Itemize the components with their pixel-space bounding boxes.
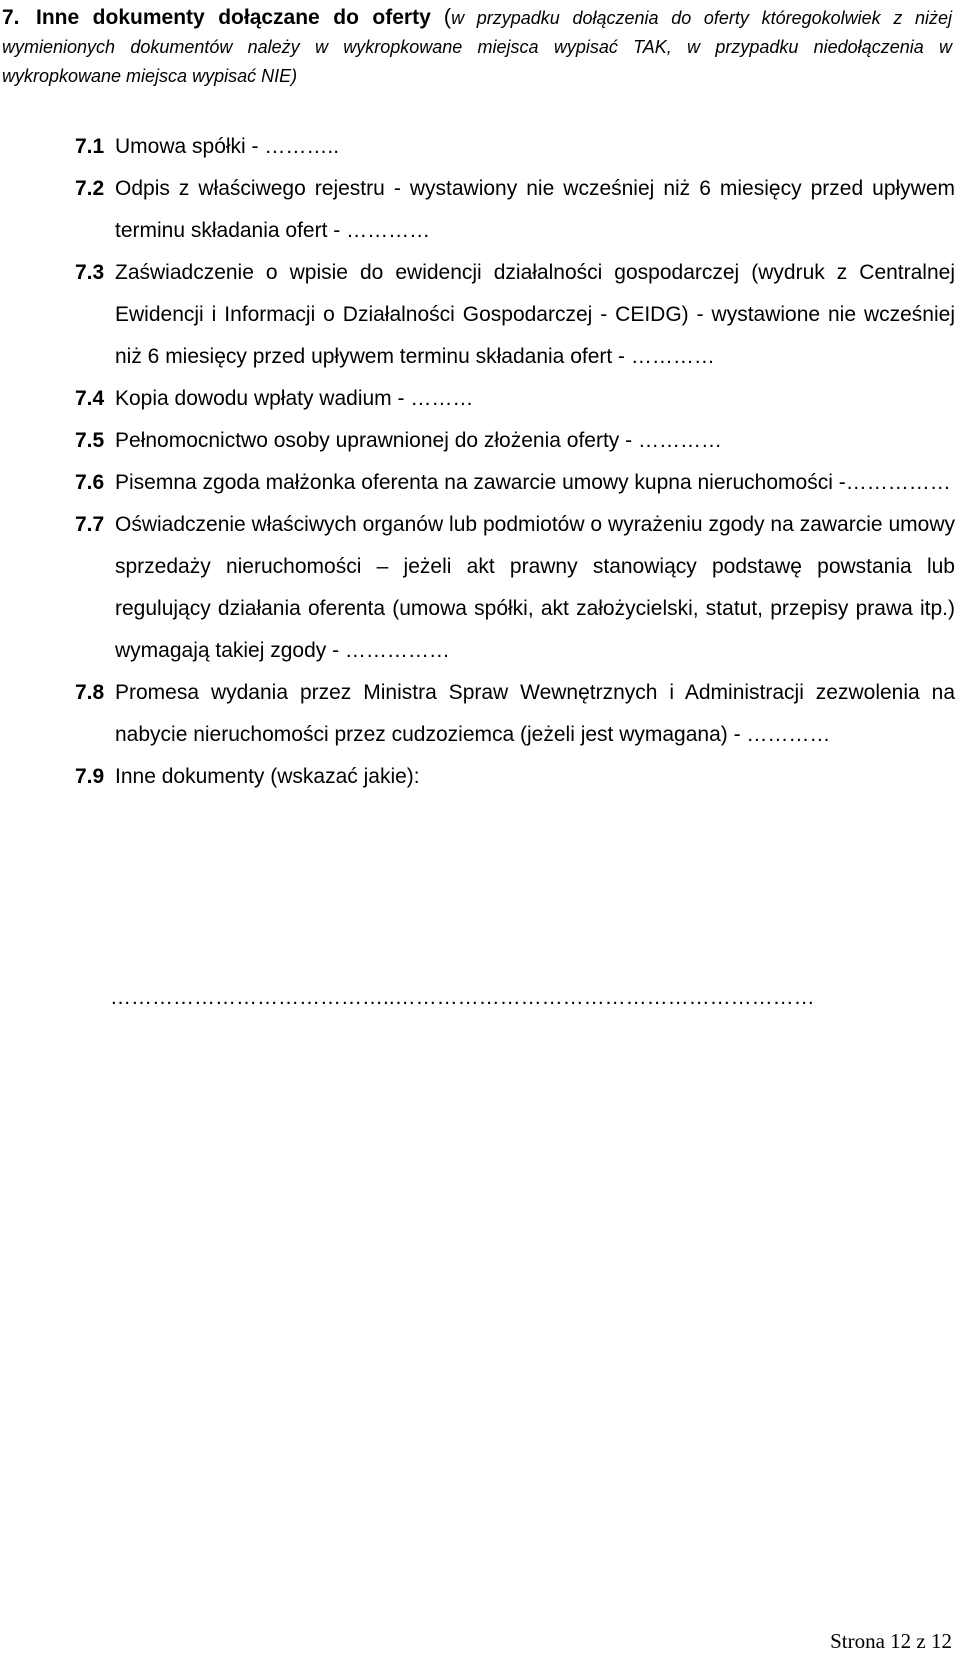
item-number: 7.1: [75, 135, 105, 158]
item-number: 7.8: [75, 681, 105, 704]
list-item-7-5: [75, 420, 955, 462]
list-item-7-1: [75, 126, 955, 168]
item-text: Promesa wydania przez Ministra Spraw Wewnętrznych i Administracji zezwolenia na nabycie nieruchomości przez cudzoziemca (jeżeli jest wymagana) - …………: [115, 681, 955, 746]
list-item-7-9: [75, 756, 955, 798]
item-number: 7.2: [75, 177, 105, 200]
section-heading: [2, 2, 952, 91]
item-text: Pełnomocnictwo osoby uprawnionej do złożenia oferty - …………: [115, 429, 722, 452]
list-item-7-4: [75, 378, 955, 420]
section-number: 7.: [2, 6, 20, 29]
item-number: 7.9: [75, 765, 105, 788]
section-title: Inne dokumenty dołączane do oferty: [36, 6, 431, 29]
page-footer: Strona 12 z 12: [830, 1629, 952, 1653]
list-item-7-8: [75, 672, 955, 756]
documents-list: [75, 126, 955, 798]
item-text: Kopia dowodu wpłaty wadium - ………: [115, 387, 474, 410]
item-number: 7.7: [75, 513, 105, 536]
list-item-7-7: [75, 504, 955, 672]
list-item-7-6: [75, 462, 955, 504]
item-text: Umowa spółki - ………..: [115, 135, 340, 158]
item-number: 7.3: [75, 261, 105, 284]
item-text: Inne dokumenty (wskazać jakie):: [115, 765, 420, 788]
item-number: 7.6: [75, 471, 105, 494]
item-number: 7.5: [75, 429, 105, 452]
fill-in-dotted-line: …………………………………..……………………………………………………: [110, 986, 815, 1009]
list-item-7-2: [75, 168, 955, 252]
note-open-paren: (: [443, 4, 452, 29]
item-text: Pisemna zgoda małżonka oferenta na zawarcie umowy kupna nieruchomości -……………: [115, 471, 951, 494]
item-number: 7.4: [75, 387, 105, 410]
item-text: Zaświadczenie o wpisie do ewidencji działalności gospodarczej (wydruk z Centralnej Ewidencji i Informacji o Działalności Gospodarczej - CEIDG) - wystawione nie wcześniej niż 6 miesięcy przed upływem terminu składania ofert - …………: [115, 261, 955, 368]
section-note: w przypadku dołączenia do oferty któregokolwiek z niżej wymienionych dokumentów należy w wykropkowane miejsca wypisać TAK, w przypadku niedołączenia w wykropkowane miejsca wypisać NIE): [2, 8, 953, 86]
item-text: Odpis z właściwego rejestru - wystawiony nie wcześniej niż 6 miesięcy przed upływem terminu składania ofert - …………: [115, 177, 955, 242]
list-item-7-3: [75, 252, 955, 378]
item-text: Oświadczenie właściwych organów lub podmiotów o wyrażeniu zgody na zawarcie umowy sprzedaży nieruchomości – jeżeli akt prawny stanowiący podstawę powstania lub regulujący działania oferenta (umowa spółki, akt założycielski, statut, przepisy prawa itp.) wymagają takiej zgody - ……………: [115, 513, 955, 662]
